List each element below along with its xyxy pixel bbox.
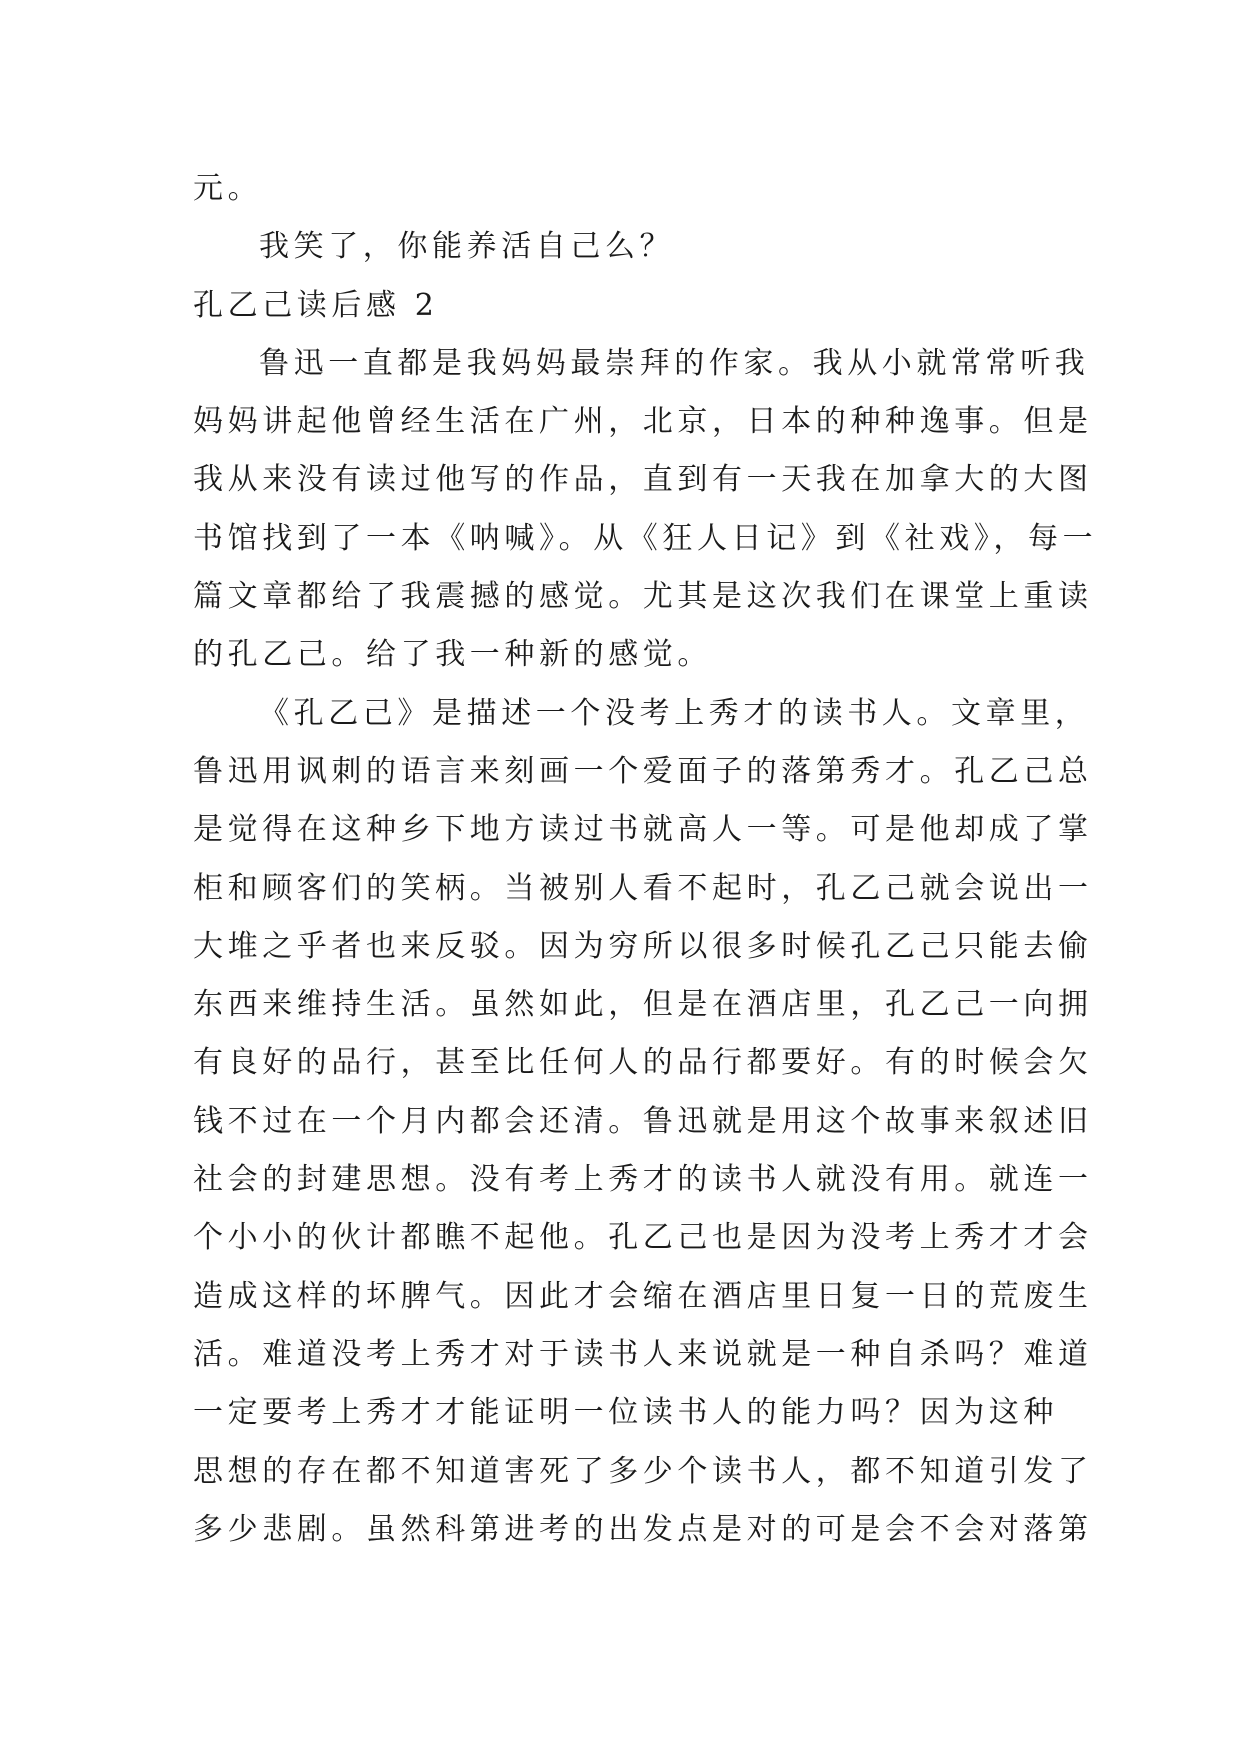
document-body [193,160,1098,1559]
text-line: 社会的封建思想。没有考上秀才的读书人就没有用。就连一 [193,1162,1093,1198]
text-line: 书馆找到了一本《呐喊》。从《狂人日记》到《社戏》，每一 [193,520,1098,556]
text-line: 大堆之乎者也来反驳。因为穷所以很多时候孔乙己只能去偷 [193,928,1093,964]
text-line: 元。 [193,171,263,206]
text-line: 鲁迅一直都是我妈妈最崇拜的作家。我从小就常常听我 [259,345,1090,381]
text-line: 钱不过在一个月内都会还清。鲁迅就是用这个故事来叙述旧 [193,1103,1093,1139]
text-line: 鲁迅用讽刺的语言来刻画一个爱面子的落第秀才。孔乙己总 [193,753,1093,789]
text-line: 的孔乙己。给了我一种新的感觉。 [193,637,712,673]
text-line: 活。难道没考上秀才对于读书人来说就是一种自杀吗？难道 [193,1336,1093,1372]
text-line: 造成这样的坏脾气。因此才会缩在酒店里日复一日的荒废生 [193,1278,1093,1314]
text-line: 我笑了，你能养活自己么？ [259,229,675,265]
text-line: 我从来没有读过他写的作品，直到有一天我在加拿大的大图 [193,462,1093,498]
text-line: 东西来维持生活。虽然如此，但是在酒店里，孔乙己一向拥 [193,987,1093,1023]
text-line: 妈妈讲起他曾经生活在广州，北京，日本的种种逸事。但是 [193,404,1093,440]
text-line: 多少悲剧。虽然科第进考的出发点是对的可是会不会对落第 [193,1511,1093,1547]
text-line: 一定要考上秀才才能证明一位读书人的能力吗？因为这种 [193,1395,1058,1431]
text-line: 《孔乙己》是描述一个没考上秀才的读书人。文章里， [259,695,1090,731]
text-line: 思想的存在都不知道害死了多少个读书人，都不知道引发了 [193,1453,1093,1489]
text-line: 有良好的品行，甚至比任何人的品行都要好。有的时候会欠 [193,1045,1093,1081]
section-heading: 孔乙己读后感 2 [193,287,439,323]
text-line: 柜和顾客们的笑柄。当被别人看不起时，孔乙己就会说出一 [193,870,1093,906]
text-line: 篇文章都给了我震撼的感觉。尤其是这次我们在课堂上重读 [193,579,1093,615]
text-line: 是觉得在这种乡下地方读过书就高人一等。可是他却成了掌 [193,812,1093,848]
text-line: 个小小的伙计都瞧不起他。孔乙己也是因为没考上秀才才会 [193,1220,1093,1256]
